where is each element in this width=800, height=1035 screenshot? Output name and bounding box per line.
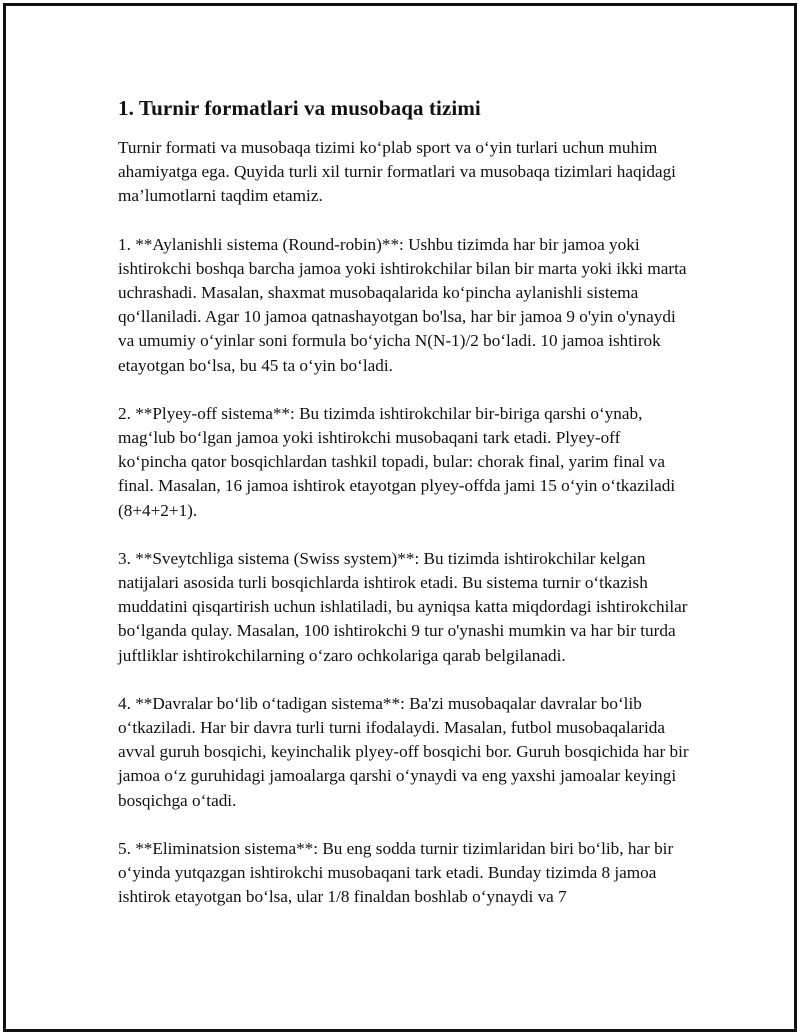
document-heading: 1. Turnir formatlari va musobaqa tizimi [118,96,481,120]
swiss-system-paragraph: 3. **Sveytchliga sistema (Swiss system)**: Bu tizimda ishtirokchilar kelgan natijalari asosida turli bosqichlarda ishtirok etadi. Bu sistema turnir o‘tkazish muddatini qisqartirish uchun ishlatiladi, bu ayniqsa katta miqdordagi ishtirokchilar bo‘lganda qulay. Masalan, 100 ishtirokchi 9 tur o'ynashi mumkin va har bir turda juftliklar ishtirokchilarning o‘zaro ochkolariga qarab belgilanadi. [118,548,688,665]
document-body [118,94,693,933]
playoff-paragraph: 2. **Plyey-off sistema**: Bu tizimda ishtirokchilar bir-biriga qarshi o‘ynab, mag‘lub bo‘lgan jamoa yoki ishtirokchi musobaqani tark etadi. Plyey-off ko‘pincha qator bosqichlardan tashkil topadi, bular: chorak final, yarim final va final. Masalan, 16 jamoa ishtirok etayotgan plyey-offda jami 15 o‘yin o‘tkaziladi (8+4+2+1). [118,403,676,520]
intro-paragraph: Turnir formati va musobaqa tizimi ko‘plab sport va o‘yin turlari uchun muhim ahamiyatga ega. Quyida turli xil turnir formatlari va musobaqa tizimlari haqidagi ma’lumotlarni taqdim etamiz. [118,138,676,206]
elimination-paragraph: 5. **Eliminatsion sistema**: Bu eng sodda turnir tizimlaridan biri bo‘lib, har bir o‘yinda yutqazgan ishtirokchi musobaqani tark etadi. Bunday tizimda 8 jamoa ishtirok etayotgan bo‘lsa, ular 1/8 finaldan boshlab o‘ynaydi va 7 [118,838,674,907]
round-robin-paragraph: 1. **Aylanishli sistema (Round-robin)**: Ushbu tizimda har bir jamoa yoki ishtirokchi boshqa barcha jamoa yoki ishtirokchilar bilan bir marta yoki ikki marta uchrashadi. Masalan, shaxmat musobaqalarida ko‘pincha aylanishli sistema qo‘llaniladi. Agar 10 jamoa qatnashayotgan bo'lsa, har bir jamoa 9 o'yin o'ynaydi va umumiy o‘yinlar soni formula bo‘yicha N(N-1)/2 bo‘ladi. 10 jamoa ishtirok etayotgan bo‘lsa, bu 45 ta o‘yin bo‘ladi. [118,234,687,375]
rounds-system-paragraph: 4. **Davralar bo‘lib o‘tadigan sistema**: Ba'zi musobaqalar davralar bo‘lib o‘tkaziladi. Har bir davra turli turni ifodalaydi. Masalan, futbol musobaqalarida avval guruh bosqichi, keyinchalik plyey-off bosqichi bor. Guruh bosqichida har bir jamoa o‘z guruhidagi jamoalarga qarshi o‘ynaydi va eng yaxshi jamoalar keyingi bosqichga o‘tadi. [118,693,689,810]
